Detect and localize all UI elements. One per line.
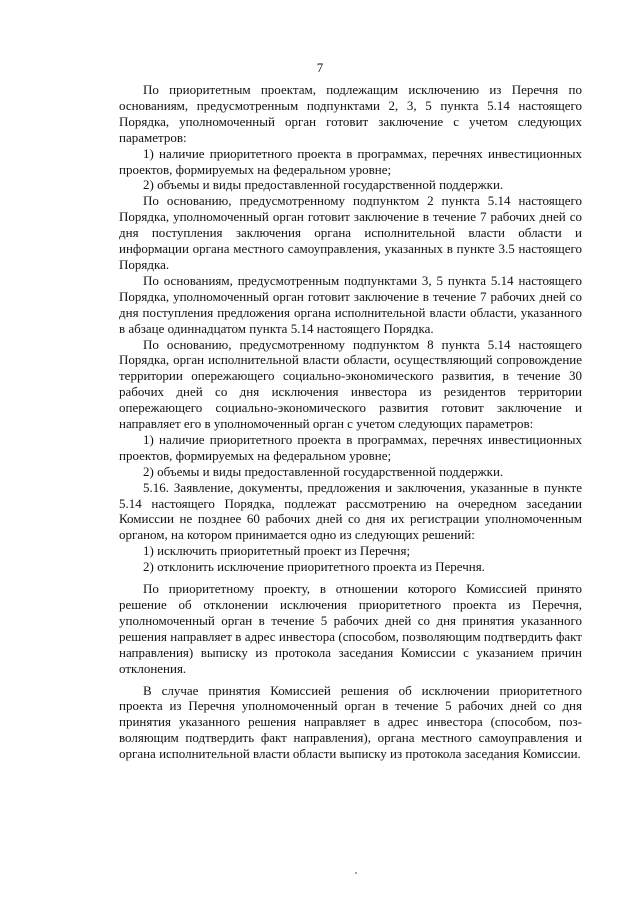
list-item-exclude-project: 1) исключить приоритетный проект из Перечня; xyxy=(143,543,411,559)
scan-speck xyxy=(355,872,357,874)
paragraph-rejection-notice: По приоритетному проекту, в отношении которого Комиссией принято решение об отклонении исключения приоритетного проекта из Перечня, уполномоченный орган в течение 5 рабочих дней со дня принятия указанного решения направляет в адрес инвестора (способом, позволяющим подтвердить факт направления) выписку из протокола заседания Комиссии с указанием причин отклонения. xyxy=(119,581,582,676)
list-item-reject-exclusion: 2) отклонить исключение приоритетного проекта из Перечня. xyxy=(143,559,485,575)
page-number: 7 xyxy=(316,60,324,75)
paragraph-subpoint-2: По основанию, предусмотренному подпунктом 2 пункта 5.14 настоящего Порядка, уполномоченный орган готовит заключение в течение 7 рабочих дней со дня поступления заключения органа исполнительной власти области и информации органа местного самоуправления, указанных в пункте 3.5 настоящего Порядка. xyxy=(119,193,582,272)
list-item-state-support-2: 2) объемы и виды предоставленной государственной поддержки. xyxy=(143,463,504,479)
paragraph-subpoints-3-5: По основаниям, предусмотренным подпунктами 3, 5 пункта 5.14 настоящего Порядка, уполномоченный орган готовит заключение в течение 7 рабочих дней со дня поступления предложения органа исполнительной власти области, указанного в абзаце одиннадцатом пункта 5.14 настоящего Порядка. xyxy=(119,272,582,336)
paragraph-conclusion-parameters: По приоритетным проектам, подлежащим исключению из Перечня по основаниям, предусмотренным подпунктами 2, 3, 5 пункта 5.14 настоящего Порядка, уполномоченный орган готовит заключение с учетом следующих параметров: xyxy=(119,82,582,145)
paragraph-5-16: 5.16. Заявление, документы, предложения и заключения, указанные в пункте 5.14 настоящего Порядка, подлежат рассмотрению на очередном заседании Комиссии не позднее 60 рабочих дней со дня их регистрации уполномоченным органом, на котором принимается одно из следующих решений: xyxy=(119,479,582,543)
list-item-state-support: 2) объемы и виды предоставленной государственной поддержки. xyxy=(143,177,504,193)
paragraph-subpoint-8: По основанию, предусмотренному подпунктом 8 пункта 5.14 настоящего Порядка, орган исполнительной власти области, осуществляющий сопровождение территории опережающего социально-экономического развития, в течение 30 рабочих дней со дня исключения инвестора из резидентов территории опережающего социально-экономического развития готовит заключение и направляет его в уполномоченный орган с учетом следующих параметров: xyxy=(119,336,582,432)
list-item-program-presence: 1) наличие приоритетного проекта в программах, перечнях инвестиционных проектов, формируемых на федеральном уровне; xyxy=(119,145,582,177)
body-text xyxy=(119,82,582,762)
paragraph-exclusion-notice: В случае принятия Комиссией решения об исключении приоритетного проекта из Перечня уполномоченный орган в течение 5 рабочих дней со дня принятия указанного решения направляет в адрес инвестора (способом, позволяющим подтвердить факт направления), органа местного самоуправления и органа исполнительной власти области выписку из протокола заседания Комиссии. xyxy=(119,682,582,762)
list-item-program-presence-2: 1) наличие приоритетного проекта в программах, перечнях инвестиционных проектов, формируемых на федеральном уровне; xyxy=(119,431,582,463)
